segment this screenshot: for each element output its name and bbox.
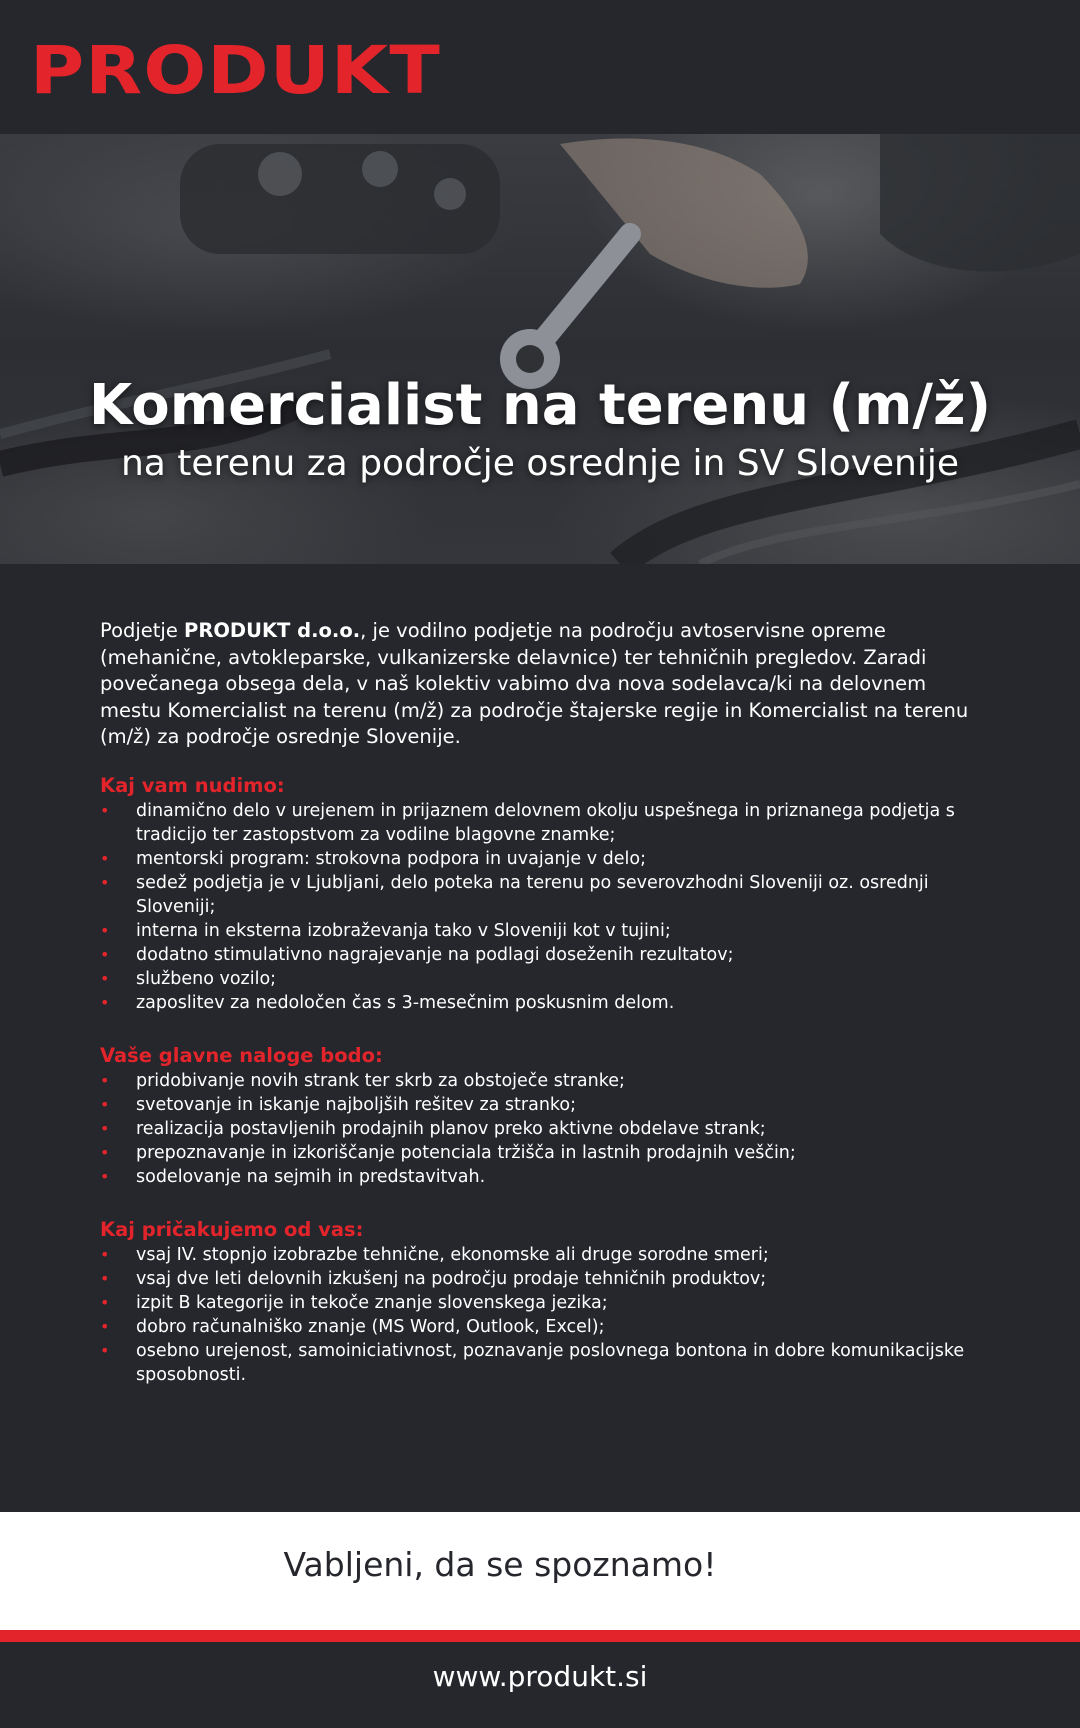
- hero-banner: [0, 134, 1080, 564]
- section-tasks: [100, 1043, 980, 1189]
- list-item: • sodelovanje na sejmih in predstavitvah.: [100, 1165, 980, 1189]
- header: [0, 0, 1080, 134]
- list-item: • vsaj dve leti delovnih izkušenj na področju prodaje tehničnih produktov;: [100, 1267, 980, 1291]
- wrench-engine-photo-icon: [0, 134, 1080, 564]
- produkt-logo: PRODUKT: [30, 32, 441, 109]
- list-item: • zaposlitev za nedoločen čas s 3-mesečnim poskusnim delom.: [100, 991, 980, 1015]
- section-requirements: [100, 1217, 980, 1387]
- list-item: • dinamično delo v urejenem in prijaznem delovnem okolju uspešnega in priznanega podjetja s tradicijo ter zastopstvom za vodilne blagovne znamke;: [100, 799, 980, 847]
- list-item: • prepoznavanje in izkoriščanje potenciala tržišča in lastnih prodajnih veščin;: [100, 1141, 980, 1165]
- list-item: • interna in eksterna izobraževanja tako v Sloveniji kot v tujini;: [100, 919, 980, 943]
- list-item: • svetovanje in iskanje najboljših rešitev za stranko;: [100, 1093, 980, 1117]
- list-item: • sedež podjetja je v Ljubljani, delo poteka na terenu po severovzhodni Sloveniji oz. osrednji Sloveniji;: [100, 871, 980, 919]
- list-item: • pridobivanje novih strank ter skrb za obstoječe stranke;: [100, 1069, 980, 1093]
- hero-subtitle: na terenu za področje osrednje in SV Slovenije: [120, 443, 960, 484]
- accent-stripe: [0, 1630, 1080, 1642]
- list-item: • dobro računalniško znanje (MS Word, Outlook, Excel);: [100, 1315, 980, 1339]
- list-item: • mentorski program: strokovna podpora in uvajanje v delo;: [100, 847, 980, 871]
- requirements-list: [100, 1243, 980, 1387]
- hero-title: Komercialist na terenu (m/ž): [88, 373, 992, 438]
- offer-list: [100, 799, 980, 1015]
- tasks-list: [100, 1069, 980, 1189]
- section-title: Kaj vam nudimo:: [100, 773, 285, 797]
- list-item: • vsaj IV. stopnjo izobrazbe tehnične, ekonomske ali druge sorodne smeri;: [100, 1243, 980, 1267]
- intro-paragraph: [100, 618, 980, 751]
- list-item: • izpit B kategorije in tekoče znanje slovenskega jezika;: [100, 1291, 980, 1315]
- website-link[interactable]: www.produkt.si: [432, 1660, 648, 1693]
- list-item: • realizacija postavljenih prodajnih planov preko aktivne obdelave strank;: [100, 1117, 980, 1141]
- intro-company: PRODUKT d.o.o.: [184, 619, 361, 642]
- list-item: • dodatno stimulativno nagrajevanje na podlagi doseženih rezultatov;: [100, 943, 980, 967]
- section-title: Kaj pričakujemo od vas:: [100, 1217, 364, 1241]
- cta-text: Vabljeni, da se spoznamo!: [283, 1545, 717, 1584]
- list-item: • službeno vozilo;: [100, 967, 980, 991]
- job-content: [100, 618, 980, 1415]
- section-offer: [100, 773, 980, 1015]
- section-title: Vaše glavne naloge bodo:: [100, 1043, 383, 1067]
- list-item: • osebno urejenost, samoiniciativnost, poznavanje poslovnega bontona in dobre komunikacijske sposobnosti.: [100, 1339, 980, 1387]
- intro-text: , je vodilno podjetje na področju avtoservisne opreme (mehanične, avtokleparske, vulkanizerske delavnice) ter tehničnih pregledov. Zaradi povečanega obsega dela, v naš kolektiv vabimo dva nova sodelavca/ki na delovnem mestu Komercialist na terenu (m/ž) za področje štajerske regije in Komercialist na terenu (m/ž) za področje osrednje Slovenije.: [100, 619, 969, 748]
- intro-prefix: Podjetje: [100, 619, 185, 642]
